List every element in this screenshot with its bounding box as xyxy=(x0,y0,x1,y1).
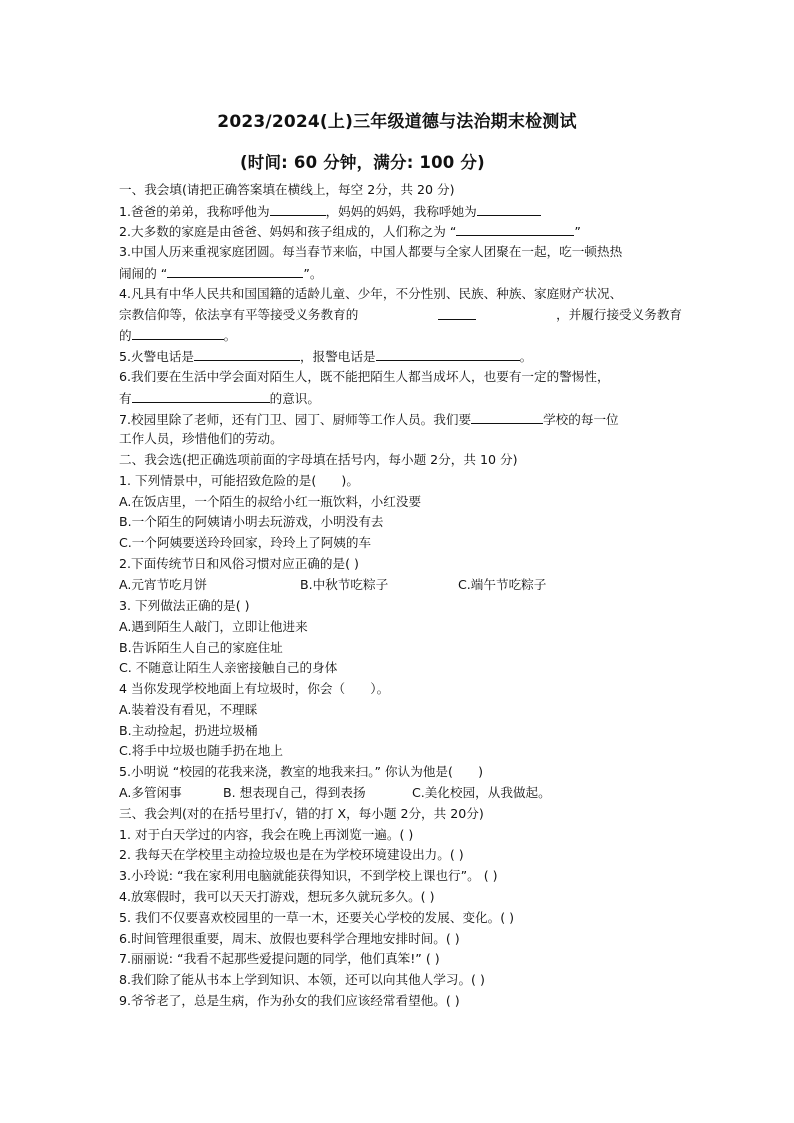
answer-blank[interactable] xyxy=(270,203,326,216)
exam-title: 2023/2024(上)三年级道德与法治期末检测试 xyxy=(217,112,577,132)
question-1-7-line-1 xyxy=(119,411,619,428)
question-text: 闹闹的 “ xyxy=(119,266,168,281)
question-1-3-line-1: 3.中国人历来重视家庭团圆。每当春节来临，中国人都要与全家人团聚在一起，吃一顿热热 xyxy=(119,244,623,259)
question-text: 学校的每一位 xyxy=(543,412,619,427)
judge-item: 6.时间管理很重要，周末、放假也要科学合理地安排时间。( ) xyxy=(119,931,460,946)
question-text: ，并履行接受义务教育 xyxy=(556,307,682,322)
section-2-heading: 二、我会选(把正确选项前面的字母填在括号内，每小题 2分，共 10 分) xyxy=(119,452,518,467)
question-2-2-options xyxy=(119,577,679,593)
question-text: 2.大多数的家庭是由爸爸、妈妈和孩子组成的，人们称之为 “ xyxy=(119,224,457,239)
question-text: 宗教信仰等，依法享有平等接受义务教育的 xyxy=(119,307,359,322)
judge-item: 9.爷爷老了，总是生病，作为孙女的我们应该经常看望他。( ) xyxy=(119,993,460,1008)
question-text: ，妈妈的妈妈，我称呼她为 xyxy=(325,204,477,219)
question-2-3-option-b: B.告诉陌生人自己的家庭住址 xyxy=(119,640,283,655)
question-2-3-option-a: A.遇到陌生人敲门，立即让他进来 xyxy=(119,619,308,634)
section-3-heading: 三、我会判(对的在括号里打√，错的打 X，每小题 2分，共 20分) xyxy=(119,806,484,821)
question-1-7-line-2: 工作人员，珍惜他们的劳动。 xyxy=(119,431,283,446)
question-1-1 xyxy=(119,203,541,220)
question-text: 。 xyxy=(519,349,533,364)
question-text: 5.火警电话是 xyxy=(119,349,194,364)
answer-blank[interactable] xyxy=(477,203,541,216)
judge-item: 8.我们除了能从书本上学到知识、本领，还可以向其他人学习。( ) xyxy=(119,972,485,987)
judge-item: 4.放寒假时，我可以天天打游戏，想玩多久就玩多久。( ) xyxy=(119,889,435,904)
question-2-4-option-b: B.主动捡起，扔进垃圾桶 xyxy=(119,723,258,738)
judge-item: 1. 对于白天学过的内容，我会在晚上再浏览一遍。( ) xyxy=(119,827,414,842)
section-1-heading: 一、我会填(请把正确答案填在横线上，每空 2分，共 20 分) xyxy=(119,182,455,197)
question-1-4-line-3 xyxy=(119,327,236,344)
question-text: 7.校园里除了老师，还有门卫、园丁、厨师等工作人员。我们要 xyxy=(119,412,472,427)
judge-item: 7.丽丽说: “我看不起那些爱提问题的同学，他们真笨!” ( ) xyxy=(119,951,440,966)
question-1-5 xyxy=(119,348,532,365)
question-2-3-option-c: C. 不随意让陌生人亲密接触自己的身体 xyxy=(119,660,338,675)
question-2-1: 1. 下列情景中，可能招致危险的是( )。 xyxy=(119,473,359,488)
question-text: 的 xyxy=(119,328,132,343)
question-2-4: 4 当你发现学校地面上有垃圾时，你会（ ）。 xyxy=(119,681,390,696)
question-2-1-option-b: B.一个陌生的阿姨请小明去玩游戏，小明没有去 xyxy=(119,514,384,529)
answer-blank[interactable] xyxy=(376,348,520,361)
question-text: 。 xyxy=(223,328,237,343)
question-1-6-line-1: 6.我们要在生活中学会面对陌生人，既不能把陌生人都当成坏人，也要有一定的警惕性， xyxy=(119,369,610,384)
question-2-1-option-a: A.在饭店里，一个陌生的叔给小红一瓶饮料，小红没要 xyxy=(119,494,422,509)
question-1-4-line-2 xyxy=(119,307,682,323)
question-text: 有 xyxy=(119,391,132,406)
question-2-5: 5.小明说 “校园的花我来浇，教室的地我来扫。” 你认为他是( ) xyxy=(119,764,484,779)
answer-blank[interactable] xyxy=(456,223,574,236)
question-text: ”。 xyxy=(303,266,323,281)
question-2-2-option-b: B.中秋节吃粽子 xyxy=(300,577,389,592)
question-2-5-options xyxy=(119,785,679,801)
judge-item: 3.小玲说: “我在家利用电脑就能获得知识，不到学校上课也行”。 ( ) xyxy=(119,868,498,883)
question-1-3-line-2 xyxy=(119,265,322,282)
question-text: 的意识。 xyxy=(269,391,320,406)
question-2-1-option-c: C.一个阿姨要送玲玲回家，玲玲上了阿姨的车 xyxy=(119,535,372,550)
question-2-3: 3. 下列做法正确的是( ) xyxy=(119,598,250,613)
question-2-2: 2.下面传统节日和风俗习惯对应正确的是( ) xyxy=(119,556,359,571)
question-1-2 xyxy=(119,223,581,240)
question-2-5-option-a: A.多管闲事 xyxy=(119,785,182,800)
question-2-4-option-c: C.将手中垃圾也随手扔在地上 xyxy=(119,743,283,758)
answer-blank[interactable] xyxy=(132,327,224,340)
judge-item: 2. 我每天在学校里主动捡垃圾也是在为学校环境建设出力。( ) xyxy=(119,847,464,862)
question-2-5-option-c: C.美化校园，从我做起。 xyxy=(412,785,551,800)
question-2-2-option-a: A.元宵节吃月饼 xyxy=(119,577,207,592)
answer-blank[interactable] xyxy=(194,348,300,361)
answer-blank[interactable] xyxy=(438,307,476,320)
answer-blank[interactable] xyxy=(132,390,270,403)
question-1-4-line-1: 4.凡具有中华人民共和国国籍的适龄儿童、少年，不分性别、民族、种族、家庭财产状况、 xyxy=(119,286,623,301)
judge-item: 5. 我们不仅要喜欢校园里的一草一木，还要关心学校的发展、变化。( ) xyxy=(119,910,515,925)
question-text: ，报警电话是 xyxy=(300,349,376,364)
answer-blank[interactable] xyxy=(167,265,303,278)
question-1-6-line-2 xyxy=(119,390,320,407)
question-2-4-option-a: A.装着没有看见，不理睬 xyxy=(119,702,258,717)
question-text: ” xyxy=(574,224,581,239)
answer-blank[interactable] xyxy=(471,411,543,424)
exam-subtitle: (时间: 60 分钟，满分: 100 分) xyxy=(240,153,485,172)
question-2-2-option-c: C.端午节吃粽子 xyxy=(458,577,547,592)
question-text: 1.爸爸的弟弟，我称呼他为 xyxy=(119,204,270,219)
question-2-5-option-b: B. 想表现自己，得到表扬 xyxy=(223,785,366,800)
